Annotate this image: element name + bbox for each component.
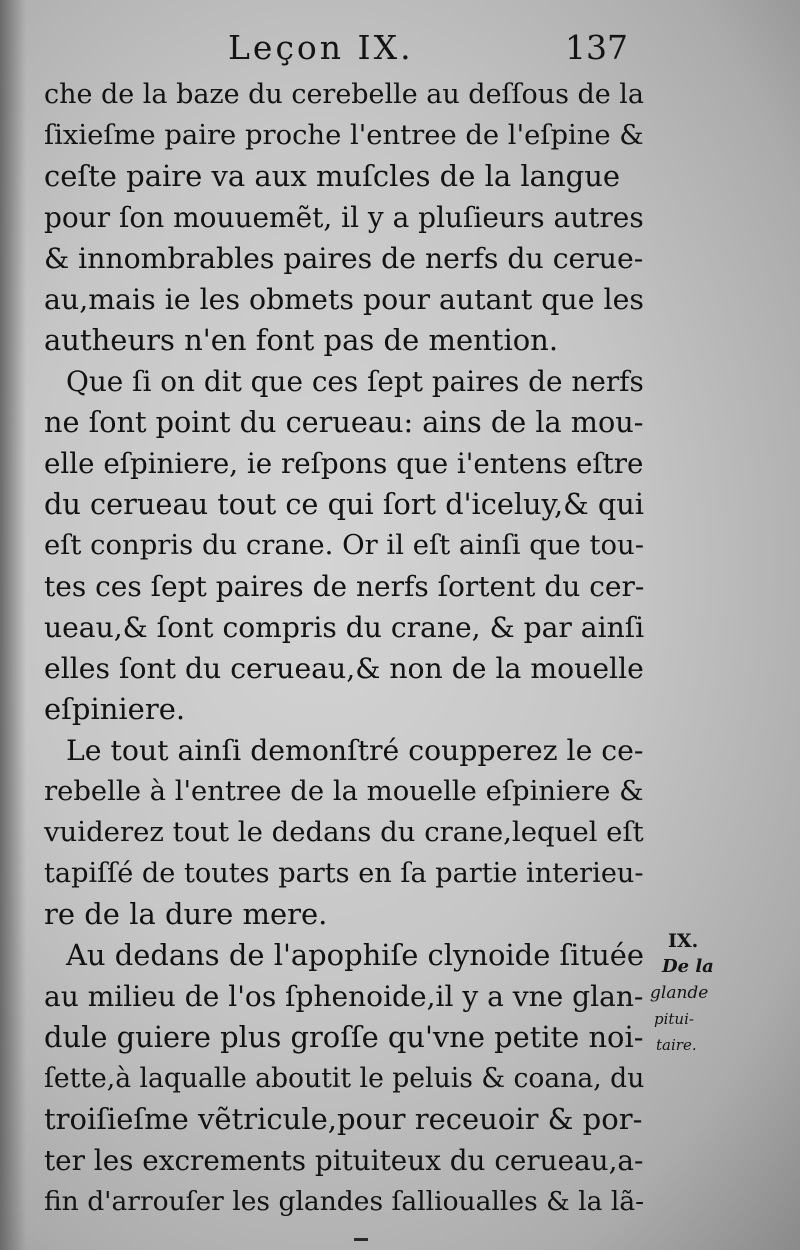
paragraph-start-line: Que ſi on dit que ces ſept paires de nerfs — [66, 365, 644, 398]
text-line: vuiderez tout le dedans du crane,lequel eſt — [44, 816, 644, 848]
margin-note-line: glande — [650, 983, 709, 1003]
text-line: au milieu de l'os ſphenoide,il y a vne glan- — [44, 980, 644, 1013]
text-line: elles ſont du cerueau,& non de la mouelle — [44, 652, 644, 685]
text-line: tapiſſé de toutes parts en ſa partie interieu- — [44, 858, 644, 889]
text-line: elle eſpiniere, ie reſpons que i'entens eſtre — [44, 447, 644, 480]
gutter-shadow — [0, 0, 26, 1250]
text-line: rebelle à l'entree de la mouelle eſpiniere & — [44, 776, 644, 807]
page-number: 137 — [565, 28, 628, 67]
text-line: fin d'arrouſer les glandes ſallioualles & la lã- — [44, 1186, 645, 1217]
text-line: dule guiere plus groſſe qu'vne petite noi- — [44, 1020, 644, 1054]
text-line: re de la dure mere. — [44, 897, 328, 931]
paragraph-start-line: Le tout ainſi demonſtré coupperez le ce- — [66, 734, 644, 767]
text-line: eſt conpris du crane. Or il eſt ainſi que tou- — [44, 530, 644, 561]
margin-note-line: pitui- — [654, 1010, 694, 1028]
margin-note-line: De la — [662, 956, 714, 977]
text-line: eſpiniere. — [44, 692, 186, 726]
text-line: troiſieſme vẽtricule,pour receuoir & por- — [44, 1102, 643, 1136]
body-text — [44, 74, 644, 1222]
text-line: ceſte paire va aux muſcles de la langue — [44, 159, 621, 193]
running-head — [0, 26, 800, 76]
text-line: autheurs n'en font pas de mention. — [44, 323, 559, 357]
bottom-mark — [354, 1238, 368, 1241]
text-line: ſette,à laqualle aboutit le peluis & coana, du — [44, 1063, 645, 1094]
text-line: ne ſont point du cerueau: ains de la mou- — [44, 405, 644, 439]
margin-note-number: IX. — [668, 930, 699, 952]
paragraph-start-line: Au dedans de l'apophiſe clynoide ſituée — [66, 938, 645, 972]
text-line: ueau,& ſont compris du crane, & par ainſi — [44, 611, 645, 644]
text-line: che de la baze du cerebelle au deſſous de la — [44, 79, 645, 110]
margin-note — [650, 928, 750, 1058]
text-line: & innombrables paires de nerfs du cerue- — [44, 242, 644, 275]
text-line: du cerueau tout ce qui ſort d'iceluy,& qui — [44, 487, 644, 521]
running-title: Leçon IX. — [228, 28, 414, 67]
text-line: ſixieſme paire proche l'entree de l'eſpine & — [44, 120, 644, 151]
text-line: au,mais ie les obmets pour autant que les — [44, 283, 644, 316]
text-line: ter les excrements pituiteux du cerueau,a- — [44, 1144, 644, 1177]
text-line: pour ſon mouuemẽt, il y a pluſieurs autres — [44, 201, 644, 234]
margin-note-line: taire. — [656, 1036, 697, 1054]
text-line: tes ces ſept paires de nerfs ſortent du cer- — [44, 570, 645, 603]
